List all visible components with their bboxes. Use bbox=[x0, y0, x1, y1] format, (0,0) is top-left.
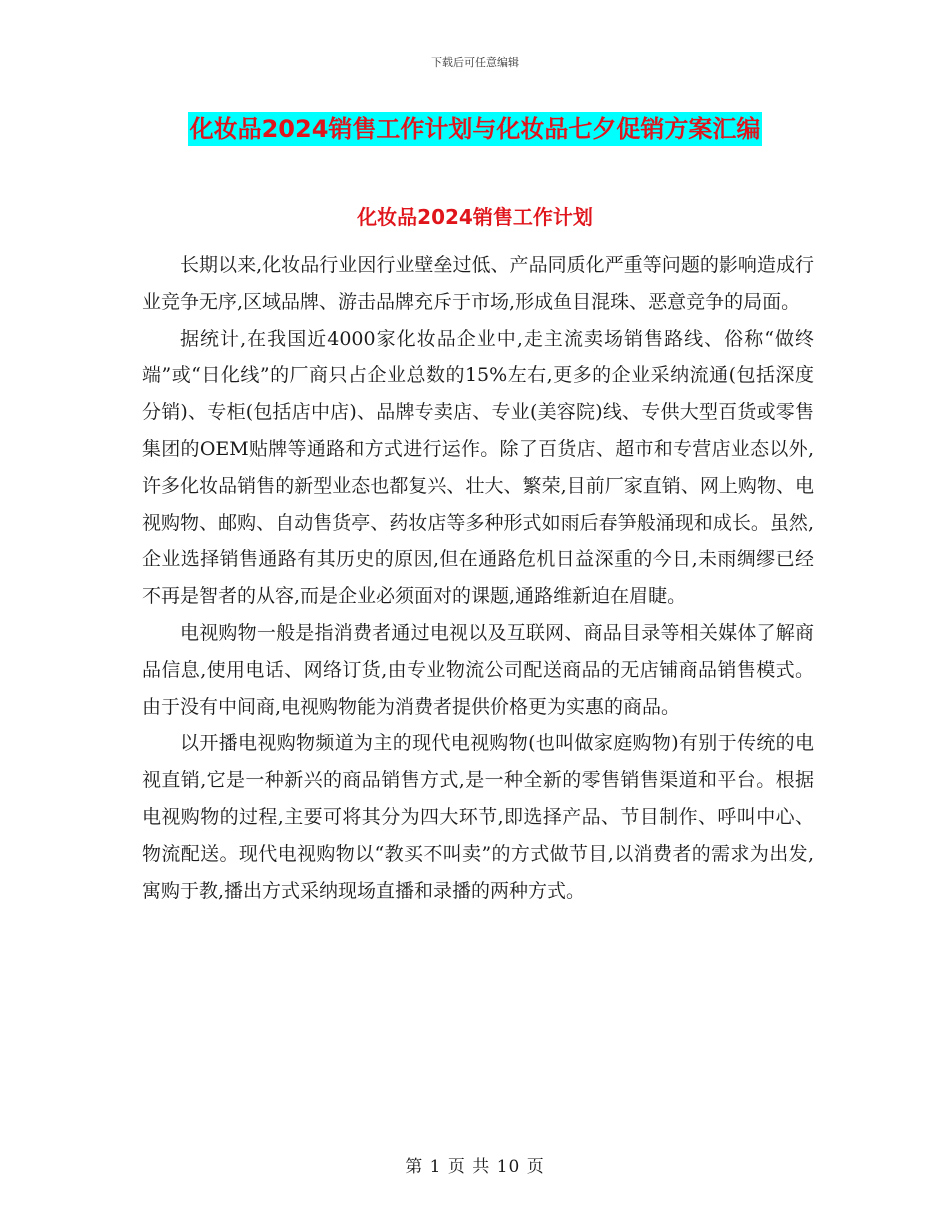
paragraph: 以开播电视购物频道为主的现代电视购物(也叫做家庭购物)有别于传统的电视直销,它是一种新兴的商品销售方式,是一种全新的零售销售渠道和平台。根据电视购物的过程,主要可将其分为四大环节,即选择产品、节目制作、呼叫中心、物流配送。现代电视购物以“教买不叫卖”的方式做节目,以消费者的需求为出发,寓购于教,播出方式采纳现场直播和录播的两种方式。 bbox=[142, 732, 814, 902]
page-number: 第 1 页 共 10 页 bbox=[405, 1157, 545, 1177]
paragraph: 电视购物一般是指消费者通过电视以及互联网、商品目录等相关媒体了解商品信息,使用电话、网络订货,由专业物流公司配送商品的无店铺商品销售模式。由于没有中间商,电视购物能为消费者提供价格更为实惠的商品。 bbox=[142, 621, 814, 718]
document-title-container bbox=[0, 112, 950, 146]
section-title: 化妆品2024销售工作计划 bbox=[357, 205, 593, 229]
paragraph: 据统计,在我国近4000家化妆品企业中,走主流卖场销售路线、俗称“做终端”或“日化线”的厂商只占企业总数的15%左右,更多的企业采纳流通(包括深度分销)、专柜(包括店中店)、品牌专卖店、专业(美容院)线、专供大型百货或零售集团的OEM贴牌等通路和方式进行运作。除了百货店、超市和专营店业态以外,许多化妆品销售的新型业态也都复兴、壮大、繁荣,目前厂家直销、网上购物、电视购物、邮购、自动售货亭、药妆店等多种形式如雨后春笋般涌现和成长。虽然,企业选择销售通路有其历史的原因,但在通路危机日益深重的今日,未雨绸缪已经不再是智者的从容,而是企业必须面对的课题,通路维新迫在眉睫。 bbox=[142, 327, 814, 608]
header-note: 下载后可任意编辑 bbox=[431, 56, 519, 69]
document-title: 化妆品2024销售工作计划与化妆品七夕促销方案汇编 bbox=[188, 112, 763, 146]
paragraph: 长期以来,化妆品行业因行业壁垒过低、产品同质化严重等问题的影响造成行业竞争无序,区域品牌、游击品牌充斥于市场,形成鱼目混珠、恶意竞争的局面。 bbox=[142, 254, 814, 313]
document-body bbox=[142, 247, 814, 909]
